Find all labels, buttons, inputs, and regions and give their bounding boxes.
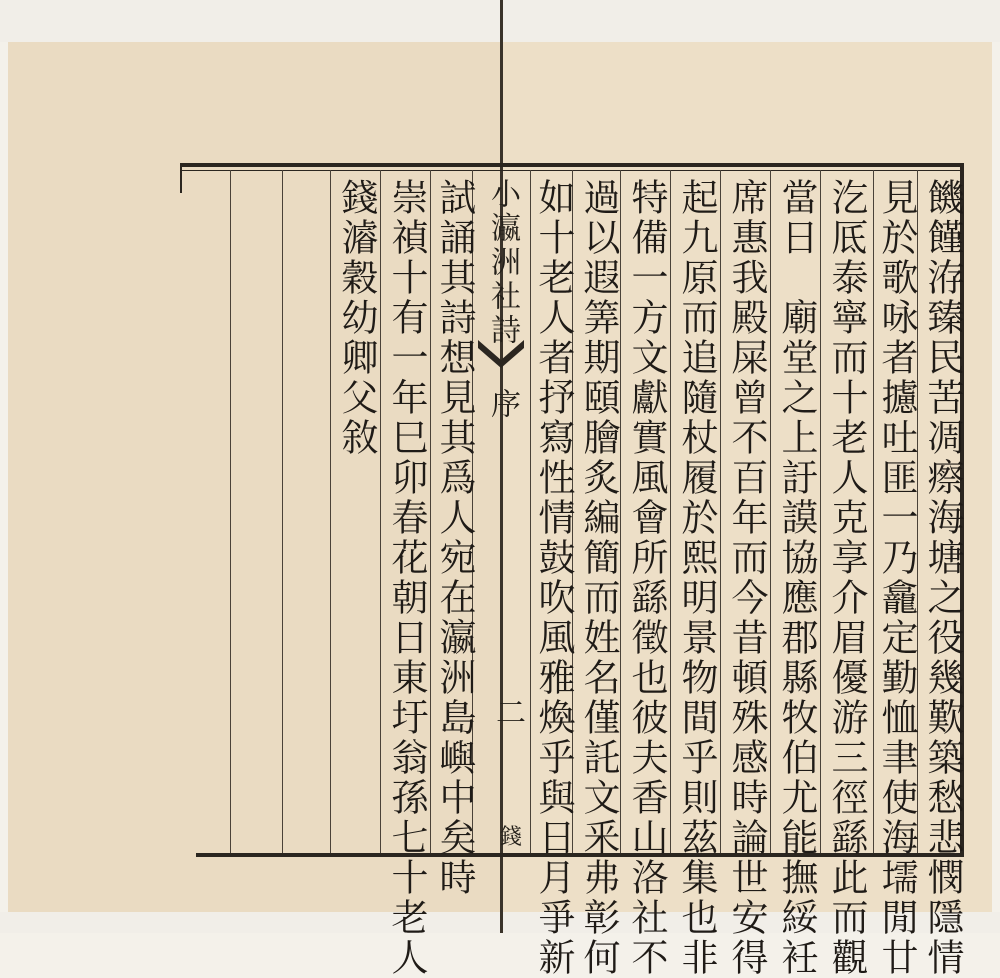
fish-tail-mark-icon xyxy=(478,340,524,368)
column-rule xyxy=(770,170,771,853)
block-name: 錢 xyxy=(500,825,523,850)
column-rule xyxy=(230,170,231,853)
text-column-2: 見於歌咏者攄吐匪一乃龕定勤恤聿使海壖閒廿 xyxy=(875,178,918,978)
text-column-8: 過以遐筭期頤膾炙編簡而姓名僅託文釆弗彰何 xyxy=(577,178,620,978)
text-column-3: 汔厎泰寧而十老人克享介眉優游三徑繇此而觀 xyxy=(825,178,868,978)
book-spine xyxy=(500,0,503,933)
column-rule xyxy=(330,170,331,853)
column-rule xyxy=(670,170,671,853)
text-column-9: 如十老人者抒寫性情鼓吹風雅煥乎與日月爭新 xyxy=(532,178,575,978)
text-column-1: 饑饉洊臻民苦凋瘵海塘之役幾歎築愁悲憫隱情 xyxy=(921,178,964,978)
column-rule xyxy=(380,170,381,853)
column-rule xyxy=(620,170,621,853)
column-rule xyxy=(820,170,821,853)
text-column-5: 席惠我殿屎曾不百年而今昔頓殊感時論世安得 xyxy=(725,178,768,978)
text-column-4: 當日 廟堂之上訏謨協應郡縣牧伯尤能撫綏衽 xyxy=(775,178,818,978)
column-rule xyxy=(720,170,721,853)
text-column-6: 起九原而追隨杖履於熙明景物間乎則茲集也非 xyxy=(675,178,718,978)
frame-border-top xyxy=(180,163,964,167)
banxin-book-title: 小瀛洲社詩 xyxy=(485,178,520,348)
text-column-12: 錢𤀹穀幼卿父敘 xyxy=(335,178,378,458)
banxin-title xyxy=(472,178,530,422)
frame-border-left xyxy=(180,163,182,193)
page-number: 二 xyxy=(496,696,526,731)
column-rule xyxy=(430,170,431,853)
banxin-section: 序 xyxy=(485,388,520,422)
text-column-10: 試誦其詩想見其爲人宛在瀛洲島嶼中矣時 xyxy=(433,178,476,898)
text-column-11: 崇禎十有一年巳卯春花朝日東圩翁孫七十老人 xyxy=(385,178,428,978)
text-column-7: 特備一方文獻實風會所繇徵也彼夫香山洛社不 xyxy=(625,178,668,978)
column-rule xyxy=(282,170,283,853)
